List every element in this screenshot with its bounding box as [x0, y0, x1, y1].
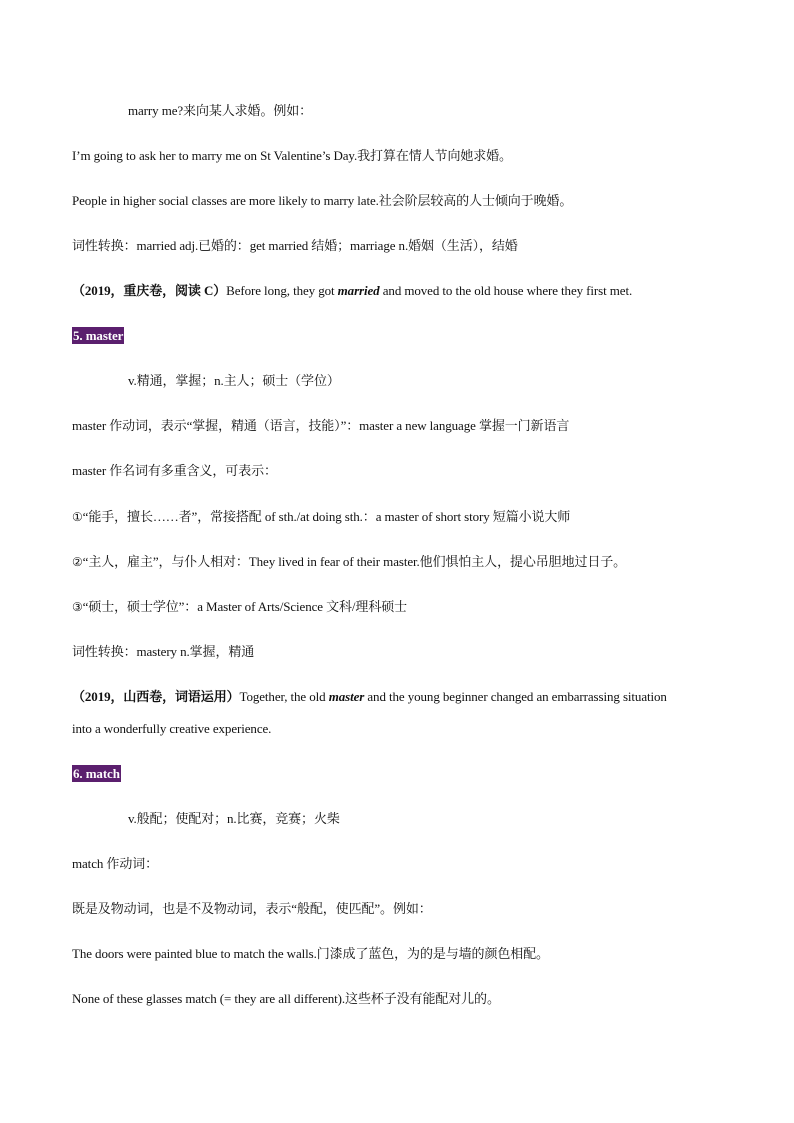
exam-text: Before long, they got: [226, 283, 338, 298]
heading-badge: 5. master: [73, 328, 124, 343]
exam-source: （2019，山西卷，词语运用）: [72, 689, 240, 704]
list-item-text: “能手，擅长……者”，常接搭配 of sth./at doing sth.：a master of short story 短篇小说大师: [82, 509, 571, 524]
definition-line: v.般配；使配对；n.比赛，竞赛；火柴: [128, 811, 340, 826]
exam-text: and the young beginner changed an embarrassing situation: [364, 689, 667, 704]
list-marker: ①: [72, 510, 83, 524]
exam-example: [72, 282, 632, 300]
heading-badge: 6. match: [73, 766, 120, 781]
list-item-text: “硕士，硕士学位”：a Master of Arts/Science 文科/理科硕士: [82, 599, 408, 614]
exam-source: （2019，重庆卷，阅读 C）: [72, 283, 227, 298]
word-form-note: 词性转换：married adj.已婚的：get married 结婚；marriage n.婚姻（生活），结婚: [72, 238, 518, 253]
word-form-note: 词性转换：mastery n.掌握，精通: [72, 644, 255, 659]
usage-note: match 作动词：: [72, 856, 159, 871]
example-sentence: None of these glasses match (= they are all different).这些杯子没有能配对儿的。: [72, 991, 500, 1006]
section-heading-master: [72, 327, 124, 345]
list-item: [72, 598, 407, 616]
example-sentence: The doors were painted blue to match the walls.门漆成了蓝色，为的是与墙的颜色相配。: [72, 946, 549, 961]
example-sentence: People in higher social classes are more likely to marry late.社会阶层较高的人士倾向于晚婚。: [72, 193, 573, 208]
exam-text: and moved to the old house where they first met.: [379, 283, 633, 298]
usage-note: master 作动词，表示“掌握，精通（语言，技能）”：master a new language 掌握一门新语言: [72, 418, 570, 433]
definition-line: v.精通，掌握；n.主人；硕士（学位）: [128, 373, 340, 388]
exam-text: Together, the old: [239, 689, 329, 704]
keyword: married: [337, 283, 380, 298]
exam-example-continued: into a wonderfully creative experience.: [72, 721, 272, 736]
list-item-text: “主人，雇主”，与仆人相对：They lived in fear of their master.他们惧怕主人，提心吊胆地过日子。: [82, 554, 627, 569]
exam-example: [72, 688, 667, 706]
list-marker: ③: [72, 600, 83, 614]
list-item: [72, 553, 626, 571]
keyword: master: [328, 689, 365, 704]
list-marker: ②: [72, 555, 83, 569]
usage-note: 既是及物动词，也是不及物动词，表示“般配，使匹配”。例如：: [72, 901, 432, 916]
example-sentence: I’m going to ask her to marry me on St Valentine’s Day.我打算在情人节向她求婚。: [72, 148, 512, 163]
text-line: marry me?来向某人求婚。例如：: [128, 103, 313, 118]
section-heading-match: [72, 765, 121, 783]
usage-note: master 作名词有多重含义，可表示：: [72, 463, 277, 478]
list-item: [72, 508, 570, 526]
